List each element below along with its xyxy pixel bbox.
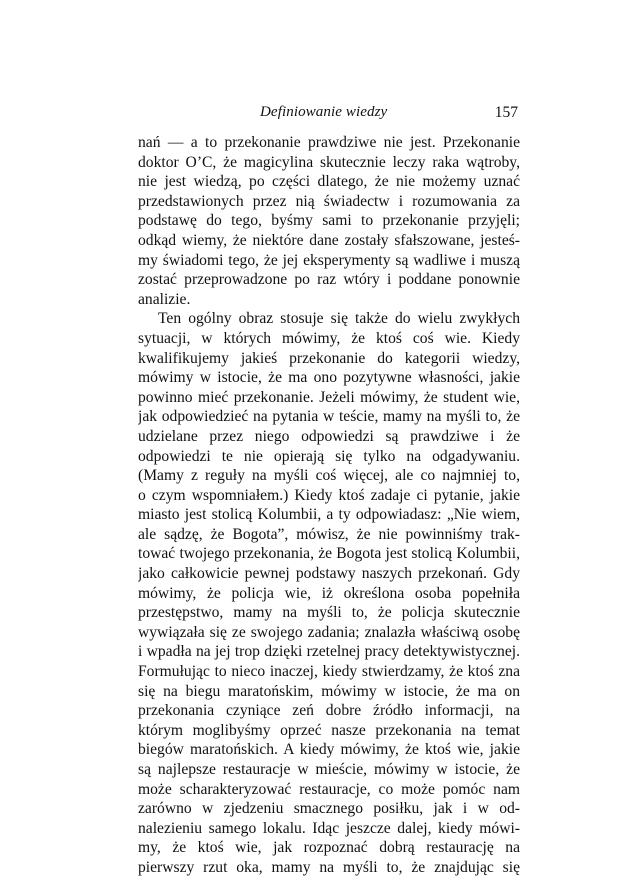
text-line: odkąd wiemy, że niektóre dane zostały sfałszowane, jesteś- [138, 231, 520, 249]
text-line: jako całkowicie pewnej podstawy naszych przekonań. Gdy [138, 565, 520, 583]
text-line: doktor O’C, że magicylina skutecznie leczy raka wątroby, [138, 153, 520, 171]
text-line: jak odpowiedzieć na pytania w teście, mamy na myśli to, że [138, 408, 520, 426]
text-line: mówimy, że policja wie, iż określona osoba popełniła [138, 584, 520, 602]
running-title: Definiowanie wiedzy [260, 104, 388, 120]
text-line: (Mamy z reguły na myśli coś więcej, ale co najmniej to, [138, 467, 520, 485]
text-line: nie jest wiedzą, po części dlatego, że nie możemy uznać [138, 173, 520, 191]
text-line: biegów maratońskich. A kiedy mówimy, że ktoś wie, jakie [138, 741, 520, 759]
page-number: 157 [494, 104, 518, 121]
text-line: są najlepsze restauracje w mieście, mówimy w istocie, że [138, 761, 520, 778]
text-line: miasto jest stolicą Kolumbii, a ty odpowiadasz: „Nie wiem, [138, 506, 520, 524]
text-line: zarówno w zjedzeniu smacznego posiłku, jak i w od- [138, 800, 520, 818]
text-line: o czym wspomniałem.) Kiedy ktoś zadaje ci pytanie, jakie [138, 486, 520, 504]
text-line: wywiązała się ze swojego zadania; znalazła właściwą osobę [138, 623, 520, 641]
body-text [138, 133, 520, 878]
text-line: tować twojego przekonania, że Bogota jest stolicą Kolumbii, [138, 545, 520, 563]
text-line: my, że ktoś wie, jak rozpoznać dobrą restaurację na [138, 839, 520, 857]
text-line: analizie. [138, 290, 191, 308]
text-line: nalezieniu samego lokalu. Idąc jeszcze dalej, kiedy mówi- [138, 819, 520, 837]
text-line: mówimy w istocie, że ma ono pozytywne własności, jakie [138, 369, 520, 387]
text-line: przestępstwo, mamy na myśli to, że policja skutecznie [138, 604, 520, 622]
text-line: i wpadła na jej trop dzięki rzetelnej pracy detektywistycznej. [138, 643, 520, 661]
text-line: może scharakteryzować restauracje, co może pomóc nam [138, 780, 520, 798]
text-line: Formułując to nieco inaczej, kiedy stwierdzamy, że ktoś zna [138, 663, 520, 681]
text-line: którym moglibyśmy oprzeć nasze przekonania na temat [138, 721, 520, 739]
text-line: ale sądzę, że Bogota”, mówisz, że nie powinniśmy trak- [138, 525, 520, 543]
text-line: się na biegu maratońskim, mówimy w istocie, że ma on [138, 682, 520, 700]
text-line: my świadomi tego, że jej eksperymenty są wadliwe i muszą [138, 251, 520, 269]
text-line: Ten ogólny obraz stosuje się także do wielu zwykłych [158, 310, 520, 328]
text-line: sytuacji, w których mówimy, że ktoś coś wie. Kiedy [138, 329, 520, 347]
text-line: nań — a to przekonanie prawdziwe nie jest. Przekonanie [138, 134, 520, 151]
text-line: pierwszy rzut oka, mamy na myśli to, że znajdując się [138, 858, 520, 876]
running-head [138, 104, 520, 126]
text-line: przekonania czyniące zeń dobre źródło informacji, na [138, 702, 520, 720]
text-line: zostać przeprowadzone po raz wtóry i poddane ponownie [138, 271, 520, 289]
text-line: podstawę do tego, byśmy sami to przekonanie przyjęli; [138, 212, 520, 230]
text-line: udzielane przez niego odpowiedzi są prawdziwe i że [138, 427, 520, 445]
text-line: powinno mieć przekonanie. Jeżeli mówimy, że student wie, [138, 388, 520, 406]
text-line: przedstawionych przez nią świadectw i rozumowania za [138, 192, 520, 210]
text-line: odpowiedzi te nie opierają się tylko na odgadywaniu. [138, 447, 520, 465]
text-line: kwalifikujemy jakieś przekonanie do kategorii wiedzy, [138, 349, 520, 367]
